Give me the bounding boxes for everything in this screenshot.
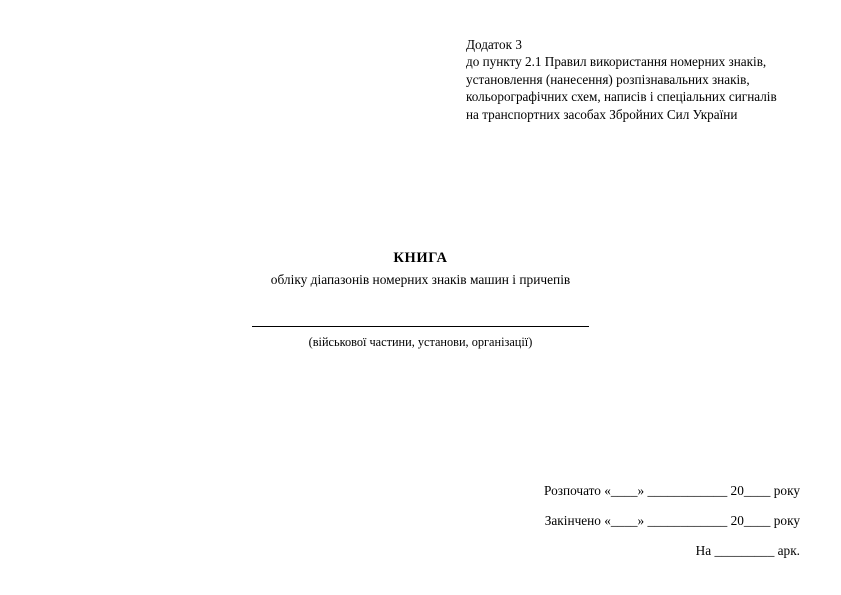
unit-name-caption: (військової частини, установи, організації) — [308, 335, 533, 349]
title-block — [0, 249, 841, 289]
unit-name-input[interactable] — [252, 314, 589, 327]
annex-line-5: на транспортних засобах Збройних Сил України — [466, 106, 738, 122]
annex-line-2: до пункту 2.1 Правил використання номерних знаків, — [466, 54, 767, 70]
start-date-field[interactable]: Розпочато «____» ____________ 20____ року — [544, 483, 800, 498]
annex-reference-block — [466, 36, 816, 123]
page-subtitle: обліку діапазонів номерних знаків машин і причепів — [270, 272, 571, 287]
sheet-count-field[interactable]: На _________ арк. — [695, 543, 800, 558]
footer-fields — [0, 476, 800, 566]
annex-line-1: Додаток 3 — [466, 37, 522, 52]
annex-line-4: кольорографічних схем, написів і спеціальних сигналів — [466, 89, 777, 105]
page-title: КНИГА — [393, 250, 448, 266]
annex-line-3: установлення (нанесення) розпізнавальних знаків, — [466, 71, 750, 87]
unit-name-field-group — [0, 314, 841, 350]
end-date-field[interactable]: Закінчено «____» ____________ 20____ року — [544, 513, 800, 528]
